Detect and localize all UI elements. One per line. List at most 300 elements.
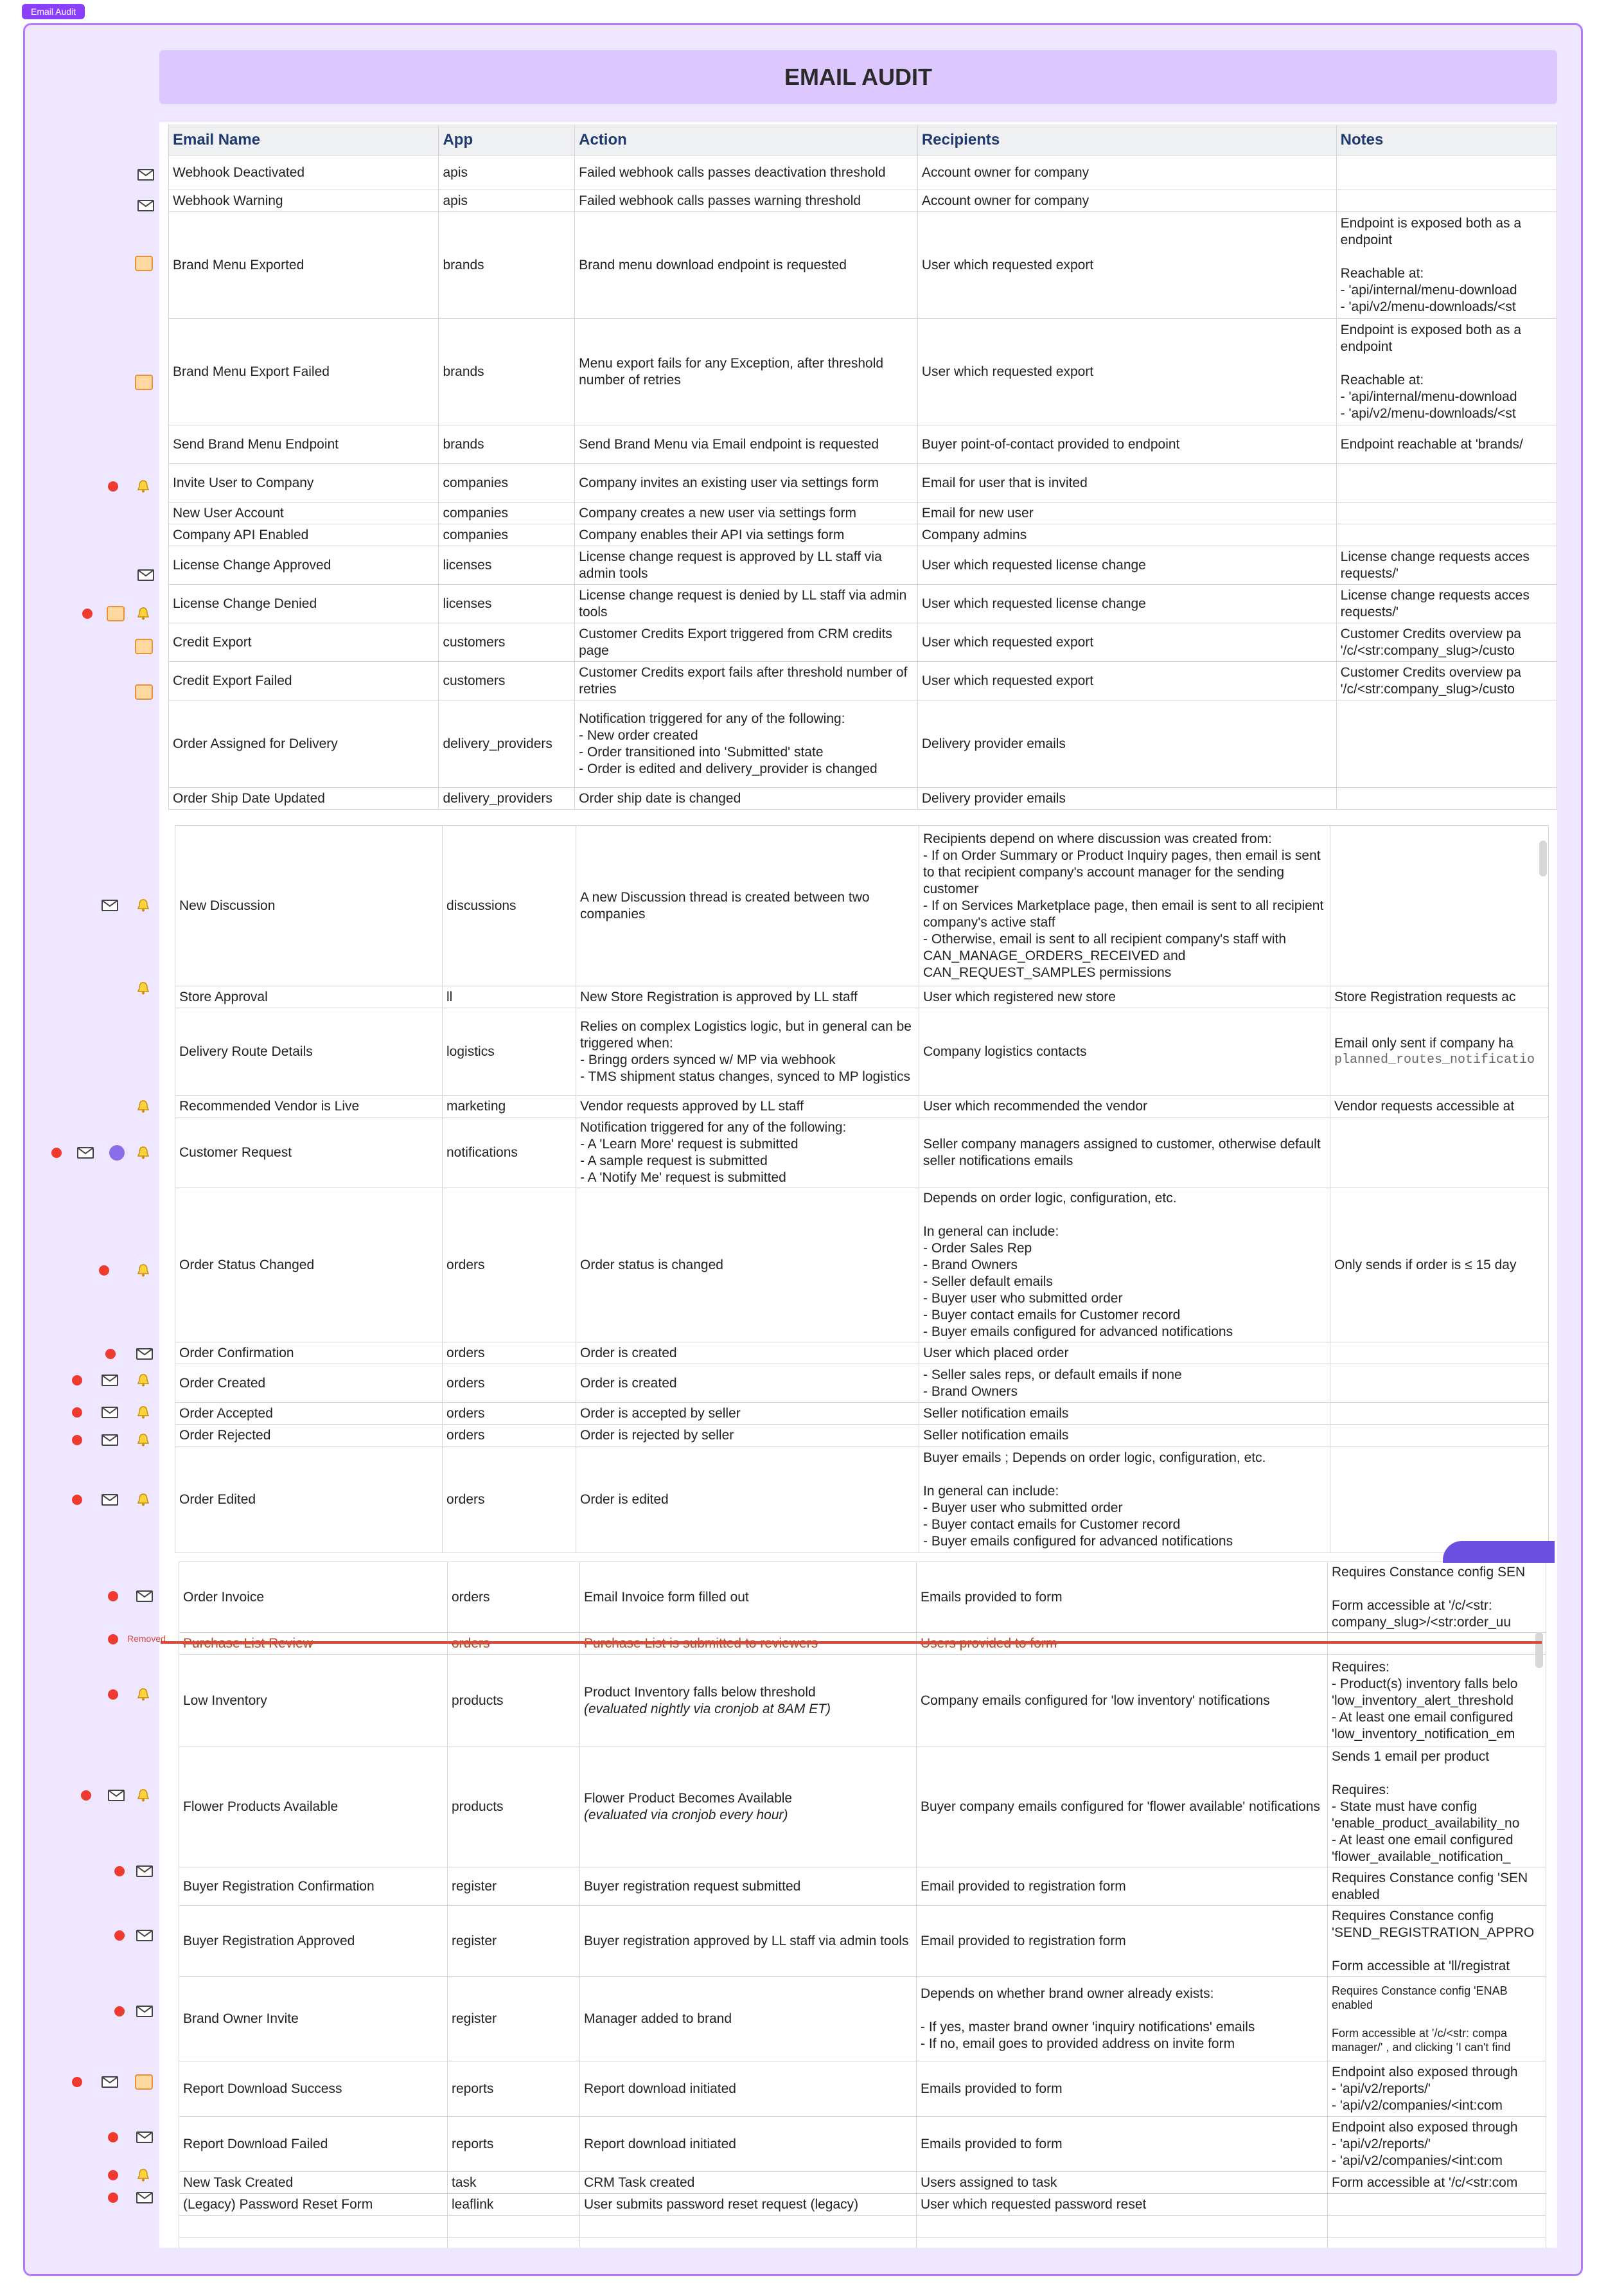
cell-name xyxy=(179,1655,448,1747)
red-dot-icon xyxy=(51,1148,62,1158)
table-row[interactable] xyxy=(169,212,1557,319)
cell-action xyxy=(576,1425,919,1446)
cell-app-text: orders xyxy=(452,1589,490,1605)
red-dot-icon xyxy=(99,1265,109,1276)
cell-app xyxy=(443,1364,576,1403)
table-row[interactable] xyxy=(175,826,1549,986)
envelope-icon xyxy=(136,2192,153,2203)
cell-name-text: Recommended Vendor is Live xyxy=(179,1098,360,1114)
cell-app-text: brands xyxy=(443,364,484,379)
cell-notes-text: Requires Constance config SEN Form accessible at '/c/<str: company_slug>/<str:order_uu xyxy=(1332,1564,1526,1630)
cell-notes xyxy=(1330,1446,1549,1553)
cell-action-text: Product Inventory falls below threshold xyxy=(584,1684,816,1700)
table-row[interactable] xyxy=(179,1747,1546,1867)
cell-name-text: (Legacy) Password Reset Form xyxy=(183,2196,373,2212)
cell-notes-text: Customer Credits overview pa '/c/<str:company_slug>/custo xyxy=(1340,626,1521,658)
cell-recipients-text: Account owner for company xyxy=(921,165,1090,180)
cell-name xyxy=(169,212,439,319)
cell-name xyxy=(175,1364,443,1403)
cell-name xyxy=(179,1562,448,1633)
table-row[interactable] xyxy=(169,503,1557,524)
cell-action xyxy=(576,1446,919,1553)
cell-recipients-text: Delivery provider emails xyxy=(921,736,1066,751)
section-3-scrollbar[interactable] xyxy=(1535,1632,1543,1668)
cell-notes-text: Endpoint is exposed both as a endpoint Reachable at: - 'api/internal/menu-download - 'api/v2/menu-downloads/<st xyxy=(1340,215,1522,314)
table-row[interactable] xyxy=(175,1403,1549,1425)
table-row[interactable] xyxy=(169,662,1557,700)
cell-action xyxy=(575,190,918,212)
table-row[interactable] xyxy=(179,1655,1546,1747)
cell-app-text: reports xyxy=(452,2136,494,2151)
cell-app xyxy=(448,1562,580,1633)
cell-name xyxy=(179,2238,448,2248)
cell-action-text: Report download initiated xyxy=(584,2081,736,2096)
red-dot-icon xyxy=(108,481,118,492)
cell-notes-text: License change requests acces requests/' xyxy=(1340,549,1530,581)
cell-name-text: Low Inventory xyxy=(183,1693,267,1708)
cell-name-text: Order Invoice xyxy=(183,1589,265,1605)
bell-icon xyxy=(136,1405,150,1419)
cell-recipients xyxy=(919,826,1330,986)
cell-action xyxy=(576,986,919,1008)
cell-notes xyxy=(1330,1008,1549,1096)
cell-name-text: Order Created xyxy=(179,1375,266,1391)
cell-name-text: Send Brand Menu Endpoint xyxy=(173,436,339,452)
cell-recipients xyxy=(919,1364,1330,1403)
cell-recipients xyxy=(917,2216,1328,2238)
cell-action-note: (evaluated via cronjob every hour) xyxy=(584,1808,788,1822)
table-row[interactable] xyxy=(169,788,1557,810)
cell-action-text: Flower Product Becomes Available xyxy=(584,1791,793,1806)
cell-app xyxy=(443,826,576,986)
table-row[interactable] xyxy=(169,546,1557,585)
cell-notes xyxy=(1328,1655,1546,1747)
bell-icon xyxy=(136,1493,150,1507)
cell-app-text: register xyxy=(452,1878,497,1894)
bell-icon xyxy=(136,1146,150,1160)
cell-recipients-text: Seller notification emails xyxy=(923,1405,1069,1421)
cell-name-text: Store Approval xyxy=(179,989,268,1004)
table-row[interactable] xyxy=(179,2061,1546,2117)
col-header-recipients[interactable]: Recipients xyxy=(917,125,1336,156)
cell-action xyxy=(580,2216,917,2238)
page-title xyxy=(159,50,1557,104)
cell-action-text: User submits password reset request (legacy) xyxy=(584,2196,859,2212)
envelope-icon xyxy=(136,1930,153,1941)
cell-action xyxy=(575,212,918,319)
bell-icon xyxy=(136,1373,150,1387)
cell-name-text: Brand Menu Export Failed xyxy=(173,364,330,379)
red-dot-icon xyxy=(72,1495,82,1505)
cell-action-text: Company invites an existing user via settings form xyxy=(579,475,879,490)
cell-notes xyxy=(1328,1867,1546,1906)
cell-app xyxy=(439,788,575,810)
cell-action-text: Report download initiated xyxy=(584,2136,736,2151)
col-header-app[interactable]: App xyxy=(439,125,575,156)
cell-recipients-text: Buyer point-of-contact provided to endpoint xyxy=(921,436,1180,452)
table-row[interactable] xyxy=(179,1977,1546,2061)
envelope-icon xyxy=(101,1375,118,1386)
table-row[interactable] xyxy=(169,700,1557,788)
cell-name xyxy=(179,2194,448,2216)
cell-name xyxy=(169,623,439,662)
table-row[interactable] xyxy=(175,1364,1549,1403)
cell-name xyxy=(169,546,439,585)
cell-recipients xyxy=(917,2238,1328,2248)
cell-name-text: New User Account xyxy=(173,505,284,521)
cell-name-text: Credit Export xyxy=(173,634,252,650)
cell-action xyxy=(580,1867,917,1906)
cell-action xyxy=(580,1655,917,1747)
table-row[interactable] xyxy=(169,156,1557,190)
cell-name xyxy=(169,425,439,464)
table-row[interactable] xyxy=(175,1008,1549,1096)
cell-notes xyxy=(1330,1342,1549,1364)
cell-notes xyxy=(1328,1747,1546,1867)
cell-name-text: Webhook Warning xyxy=(173,193,283,208)
cell-recipients xyxy=(917,662,1336,700)
cell-notes xyxy=(1336,503,1557,524)
cell-action xyxy=(575,623,918,662)
export-folder-icon xyxy=(135,256,153,271)
cell-app-text: orders xyxy=(446,1405,485,1421)
red-dot-icon xyxy=(72,1375,82,1385)
cell-notes-text: Requires Constance config 'SEND_REGISTRATION_APPRO Form accessible at 'll/registrat xyxy=(1332,1908,1535,1973)
cell-action-text: Buyer registration request submitted xyxy=(584,1878,801,1894)
cell-recipients xyxy=(917,464,1336,503)
cell-app-text: leaflink xyxy=(452,2196,494,2212)
table-row[interactable] xyxy=(169,190,1557,212)
cell-action-text: Manager added to brand xyxy=(584,2011,732,2026)
cell-action-text: New Store Registration is approved by LL staff xyxy=(580,989,858,1004)
col-header-email-name[interactable]: Email Name xyxy=(169,125,439,156)
bell-icon xyxy=(136,898,150,912)
cell-recipients-text: Company admins xyxy=(921,527,1027,542)
cell-action-text: Order is edited xyxy=(580,1491,669,1507)
cell-app-text: customers xyxy=(443,673,506,688)
cell-action-text: CRM Task created xyxy=(584,2175,695,2190)
cell-notes-text: Customer Credits overview pa '/c/<str:company_slug>/custo xyxy=(1340,664,1521,697)
cell-action xyxy=(575,425,918,464)
cell-app-text: apis xyxy=(443,193,468,208)
cell-recipients xyxy=(917,700,1336,788)
cell-action-text: Customer Credits Export triggered from CRM credits page xyxy=(579,626,892,658)
envelope-icon xyxy=(108,1790,125,1801)
cell-notes-text: Form accessible at '/c/<str:com xyxy=(1332,2175,1518,2190)
cell-app-text: task xyxy=(452,2175,477,2190)
table-row[interactable] xyxy=(169,623,1557,662)
cell-app-text: companies xyxy=(443,475,509,490)
table-row[interactable] xyxy=(179,1562,1546,1633)
cell-action xyxy=(576,826,919,986)
email-table-section-3 xyxy=(179,1562,1546,2248)
cell-app-text: delivery_providers xyxy=(443,790,552,806)
cell-app xyxy=(448,2238,580,2248)
cell-name xyxy=(175,826,443,986)
cell-name xyxy=(179,2216,448,2238)
cell-action xyxy=(580,1562,917,1633)
red-dot-icon xyxy=(108,1591,118,1601)
cell-notes xyxy=(1328,2238,1546,2248)
cell-notes xyxy=(1336,546,1557,585)
cell-recipients xyxy=(917,1747,1328,1867)
cell-action-text: Failed webhook calls passes deactivation threshold xyxy=(579,165,886,180)
cell-notes xyxy=(1328,1906,1546,1977)
cell-name-text: New Task Created xyxy=(183,2175,294,2190)
table-row[interactable] xyxy=(175,986,1549,1008)
cell-app xyxy=(448,2216,580,2238)
cell-recipients-text: Emails provided to form xyxy=(921,1589,1063,1605)
red-dot-icon xyxy=(72,1435,82,1445)
cell-name xyxy=(175,1117,443,1188)
cell-notes xyxy=(1336,623,1557,662)
cell-notes xyxy=(1330,826,1549,986)
table-row[interactable] xyxy=(179,2172,1546,2194)
cell-app-text: products xyxy=(452,1799,504,1814)
cell-app-text: orders xyxy=(446,1345,485,1360)
cell-recipients xyxy=(917,788,1336,810)
cell-name xyxy=(169,585,439,623)
envelope-icon xyxy=(137,200,154,211)
red-dot-icon xyxy=(114,1930,125,1941)
cell-app xyxy=(448,2194,580,2216)
cell-recipients xyxy=(917,503,1336,524)
envelope-icon xyxy=(101,1407,118,1418)
cell-notes xyxy=(1330,1425,1549,1446)
cell-recipients-text: User which requested license change xyxy=(921,596,1146,611)
table-row[interactable] xyxy=(175,1425,1549,1446)
cell-recipients-text: Seller notification emails xyxy=(923,1427,1069,1443)
table-header-row xyxy=(169,125,1557,156)
cell-recipients xyxy=(917,623,1336,662)
cell-recipients xyxy=(917,2194,1328,2216)
cell-action xyxy=(575,546,918,585)
red-dot-icon xyxy=(105,1349,116,1359)
cell-recipients-text: User which requested export xyxy=(921,673,1094,688)
table-row[interactable] xyxy=(179,2216,1546,2238)
cell-recipients-text: User which requested export xyxy=(921,634,1094,650)
cell-recipients-text: Email for user that is invited xyxy=(921,475,1088,490)
cell-recipients xyxy=(917,1977,1328,2061)
cell-action-text: Order is rejected by seller xyxy=(580,1427,734,1443)
cell-action-text: Order is created xyxy=(580,1345,677,1360)
table-row[interactable] xyxy=(175,1188,1549,1342)
table-row[interactable] xyxy=(175,1446,1549,1553)
cell-recipients xyxy=(919,1096,1330,1117)
section-2-scrollbar[interactable] xyxy=(1539,841,1547,877)
cell-notes xyxy=(1336,319,1557,425)
cell-app xyxy=(439,190,575,212)
email-audit-table-card xyxy=(159,122,1557,2248)
envelope-icon xyxy=(137,569,154,581)
cell-name-text: Order Assigned for Delivery xyxy=(173,736,338,751)
export-folder-icon xyxy=(135,375,153,390)
cell-name xyxy=(179,1867,448,1906)
table-row[interactable] xyxy=(179,2238,1546,2248)
cell-notes xyxy=(1328,2194,1546,2216)
cell-name xyxy=(169,190,439,212)
cell-action xyxy=(580,1747,917,1867)
cell-name-text: Brand Menu Exported xyxy=(173,257,304,272)
table-row[interactable] xyxy=(175,1342,1549,1364)
cell-recipients-text: Recipients depend on where discussion was created from: - If on Order Summary or Product Inquiry pages, then email is sent to that recipient company's account manager for the sending customer - If on Services Marketplace page, then email is sent to all recipient company's active staff - Otherwise, email is sent to all recipient company's staff with CAN_MANAGE_ORDERS_RECEIVED and CAN_REQUEST_SAMPLES permissions xyxy=(923,831,1324,980)
cell-app xyxy=(443,1403,576,1425)
cell-app-text: logistics xyxy=(446,1044,495,1059)
cell-notes-text: Vendor requests accessible at xyxy=(1334,1098,1515,1114)
cell-action xyxy=(576,1117,919,1188)
envelope-icon xyxy=(101,1494,118,1506)
cell-recipients xyxy=(917,190,1336,212)
cell-action xyxy=(580,2061,917,2117)
cell-notes xyxy=(1328,2061,1546,2117)
table-row[interactable] xyxy=(179,1906,1546,1977)
cell-name xyxy=(169,524,439,546)
table-row[interactable] xyxy=(179,2194,1546,2216)
export-folder-icon xyxy=(135,639,153,654)
cell-name xyxy=(179,1906,448,1977)
cell-action xyxy=(576,1403,919,1425)
cell-action-text: Email Invoice form filled out xyxy=(584,1589,749,1605)
cell-name xyxy=(175,986,443,1008)
cell-notes xyxy=(1328,1562,1546,1633)
col-header-notes[interactable]: Notes xyxy=(1336,125,1557,156)
cell-action xyxy=(580,2172,917,2194)
cell-action-text: Menu export fails for any Exception, after threshold number of retries xyxy=(579,355,884,387)
cell-recipients xyxy=(917,2117,1328,2172)
cell-action-text: Notification triggered for any of the following: - A 'Learn More' request is submitted - A sample request is submitted - A 'Notify Me' request is submitted xyxy=(580,1119,847,1185)
cell-action-text: A new Discussion thread is created between two companies xyxy=(580,889,870,921)
bell-icon xyxy=(136,1099,150,1114)
cell-name-text: Delivery Route Details xyxy=(179,1044,313,1059)
table-row[interactable] xyxy=(169,585,1557,623)
cell-app xyxy=(448,2172,580,2194)
bell-icon xyxy=(136,607,150,621)
table-row[interactable] xyxy=(169,319,1557,425)
cell-app xyxy=(439,425,575,464)
cell-action-text: Order is accepted by seller xyxy=(580,1405,741,1421)
table-row[interactable] xyxy=(169,464,1557,503)
cell-recipients-text: Depends on whether brand owner already exists: - If yes, master brand owner 'inquiry notifications' emails - If no, email goes to provided address on invite form xyxy=(921,1986,1255,2051)
cell-name xyxy=(179,1977,448,2061)
cell-notes xyxy=(1336,156,1557,190)
cell-name xyxy=(179,2061,448,2117)
cell-recipients xyxy=(919,986,1330,1008)
cell-action xyxy=(575,700,918,788)
bell-icon xyxy=(136,981,150,995)
cell-action-text: Failed webhook calls passes warning threshold xyxy=(579,193,861,208)
cell-notes-text: Endpoint also exposed through - 'api/v2/reports/' - 'api/v2/companies/<int:com xyxy=(1332,2119,1518,2168)
cell-action xyxy=(575,319,918,425)
cell-app-text: marketing xyxy=(446,1098,506,1114)
cell-app-text: companies xyxy=(443,527,509,542)
cell-action-note: (evaluated nightly via cronjob at 8AM ET) xyxy=(584,1701,831,1716)
table-row[interactable] xyxy=(175,1117,1549,1188)
cell-notes xyxy=(1330,1188,1549,1342)
cell-recipients-text: Emails provided to form xyxy=(921,2136,1063,2151)
cell-action xyxy=(576,1008,919,1096)
cell-recipients-text: Email provided to registration form xyxy=(921,1933,1126,1948)
cell-app-text: ll xyxy=(446,989,453,1004)
cell-app xyxy=(439,464,575,503)
cell-name-text: Buyer Registration Approved xyxy=(183,1933,355,1948)
cell-app xyxy=(448,1655,580,1747)
cell-app-text: companies xyxy=(443,505,509,521)
table-row[interactable] xyxy=(179,2117,1546,2172)
cell-action-text: License change request is denied by LL staff via admin tools xyxy=(579,587,907,619)
page-tag[interactable]: Email Audit xyxy=(22,4,85,19)
cell-name xyxy=(169,319,439,425)
table-row[interactable] xyxy=(169,425,1557,464)
cell-notes-text: Endpoint also exposed through - 'api/v2/reports/' - 'api/v2/companies/<int:com xyxy=(1332,2064,1518,2113)
red-dot-icon xyxy=(108,2170,118,2180)
cell-name-text: License Change Approved xyxy=(173,557,331,573)
cell-notes-text: Email only sent if company ha xyxy=(1334,1035,1513,1051)
bell-icon xyxy=(136,1687,150,1702)
cell-recipients xyxy=(917,524,1336,546)
cell-recipients-text: User which recommended the vendor xyxy=(923,1098,1148,1114)
cell-notes-text: Sends 1 email per product Requires: - State must have config 'enable_product_availability_no - At least one email configured 'flower_available_notification_ xyxy=(1332,1749,1520,1864)
cell-notes xyxy=(1330,1364,1549,1403)
table-row[interactable] xyxy=(169,524,1557,546)
cell-app-text: discussions xyxy=(446,898,516,913)
cell-action xyxy=(575,503,918,524)
cell-action-text: Relies on complex Logistics logic, but in general can be triggered when: - Bringg orders synced w/ MP via webhook - TMS shipment status changes, synced to MP logistics xyxy=(580,1019,912,1084)
cell-name xyxy=(179,2117,448,2172)
floating-action-tab[interactable] xyxy=(1443,1541,1555,1563)
cell-action-text: Order status is changed xyxy=(580,1257,723,1272)
cell-app-text: notifications xyxy=(446,1144,518,1160)
cell-notes xyxy=(1336,212,1557,319)
table-row[interactable] xyxy=(175,1096,1549,1117)
export-folder-icon xyxy=(107,606,125,621)
cell-app xyxy=(443,1446,576,1553)
bell-icon xyxy=(136,1263,150,1277)
cell-recipients-text: Users assigned to task xyxy=(921,2175,1057,2190)
bell-icon xyxy=(136,1788,150,1802)
cell-action xyxy=(576,1096,919,1117)
cell-recipients xyxy=(917,1867,1328,1906)
cell-notes xyxy=(1330,1096,1549,1117)
cell-name xyxy=(169,503,439,524)
cell-action xyxy=(575,662,918,700)
cell-recipients xyxy=(917,546,1336,585)
cell-action xyxy=(580,1906,917,1977)
cell-app xyxy=(448,2117,580,2172)
table-row[interactable] xyxy=(179,1867,1546,1906)
cell-app-text: brands xyxy=(443,257,484,272)
cell-app-text: apis xyxy=(443,165,468,180)
cell-recipients-text: User which requested license change xyxy=(921,557,1146,573)
cell-recipients xyxy=(917,1906,1328,1977)
cell-name-text: Order Accepted xyxy=(179,1405,273,1421)
red-dot-icon xyxy=(81,1790,91,1801)
cell-notes xyxy=(1330,1403,1549,1425)
red-dot-icon xyxy=(108,1634,118,1644)
cell-name xyxy=(169,700,439,788)
cell-app xyxy=(439,212,575,319)
cell-name xyxy=(169,156,439,190)
cell-action-text: Company creates a new user via settings form xyxy=(579,505,856,521)
cell-app-text: register xyxy=(452,1933,497,1948)
col-header-action[interactable]: Action xyxy=(575,125,918,156)
cell-notes-text: Requires Constance config 'ENAB enabled Form accessible at '/c/<str: compa manager/' , and clicking 'I can't find xyxy=(1332,1984,1511,2054)
cell-name-text: Webhook Deactivated xyxy=(173,165,305,180)
cell-name xyxy=(179,2172,448,2194)
cell-action-text: Send Brand Menu via Email endpoint is requested xyxy=(579,436,879,452)
cell-notes xyxy=(1336,464,1557,503)
cell-name xyxy=(179,1747,448,1867)
email-table-section-2 xyxy=(175,825,1549,1553)
